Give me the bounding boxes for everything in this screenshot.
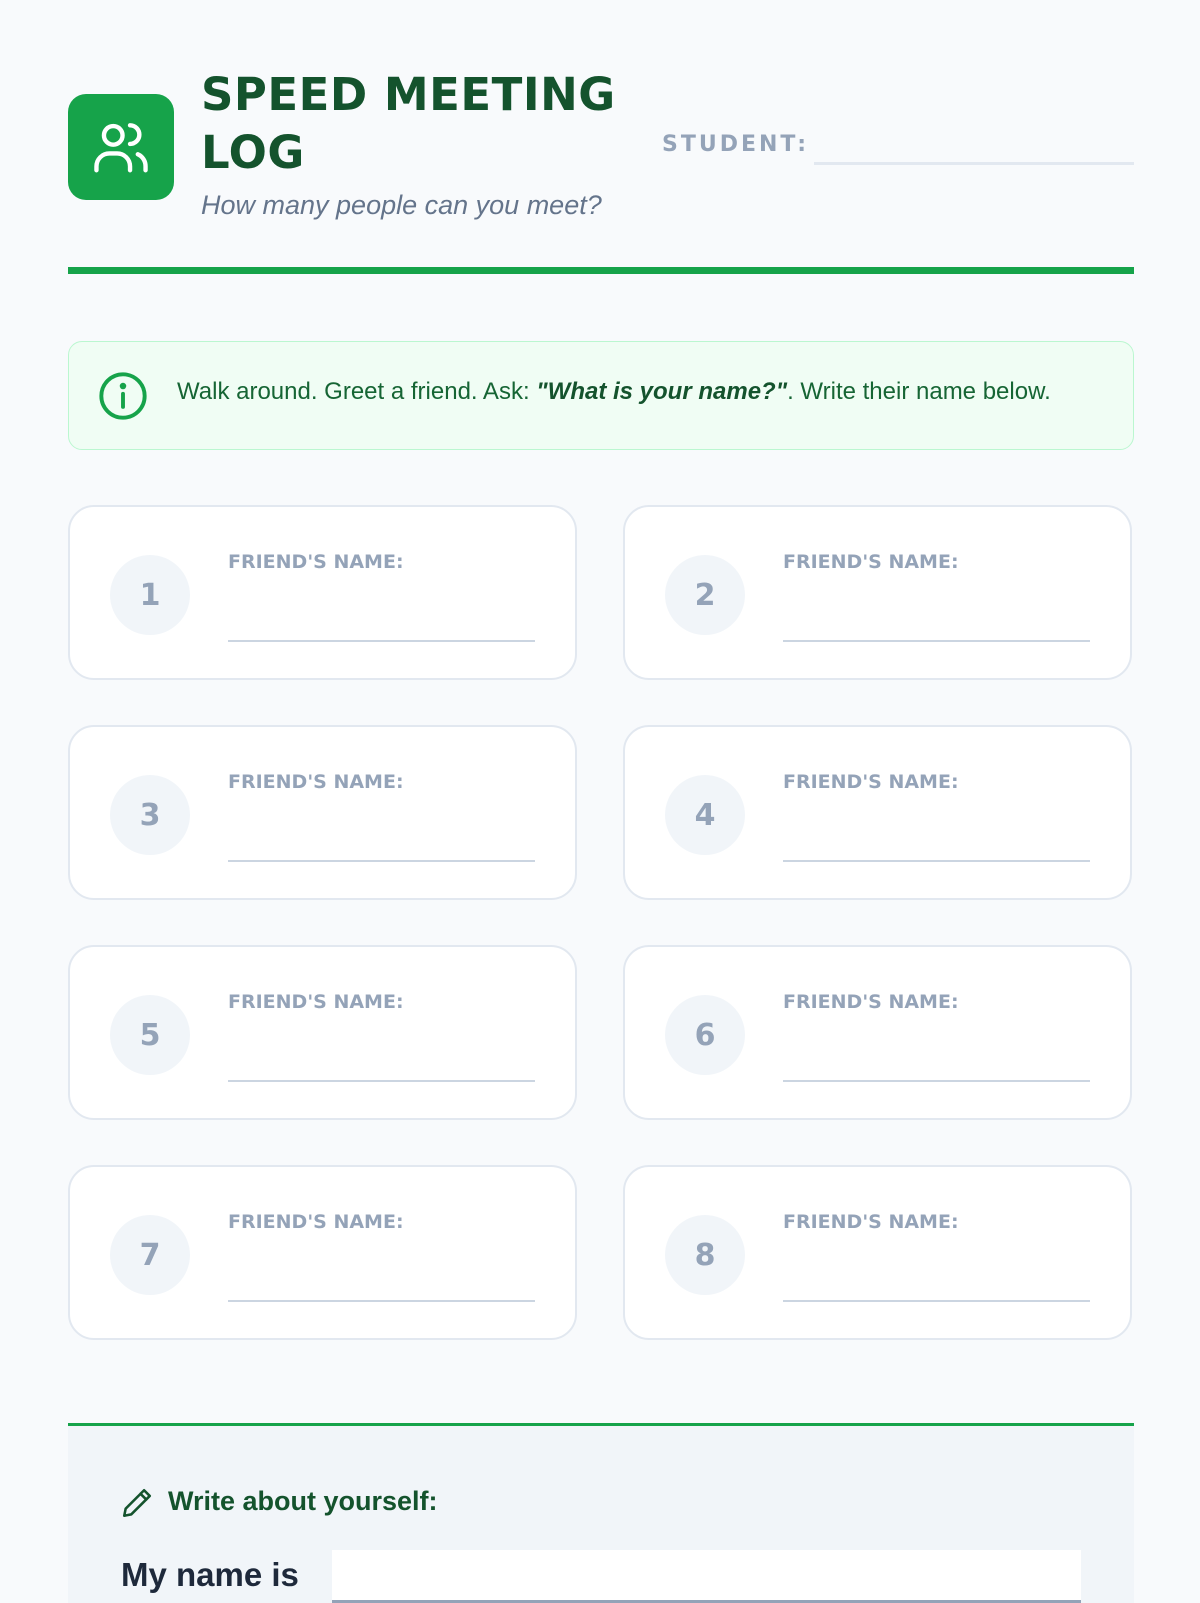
worksheet-page — [68, 0, 1134, 1600]
friend-name-field[interactable] — [228, 860, 535, 862]
card-label: FRIEND'S NAME: — [228, 771, 404, 793]
friend-name-field[interactable] — [228, 1300, 535, 1302]
friend-card — [623, 945, 1132, 1120]
friend-card — [623, 725, 1132, 900]
card-number: 2 — [665, 555, 745, 635]
friend-card — [623, 1165, 1132, 1340]
friend-card — [68, 1165, 577, 1340]
student-label: STUDENT: — [662, 132, 810, 157]
header — [68, 0, 1134, 276]
about-heading: Write about yourself: — [168, 1486, 438, 1516]
card-number: 8 — [665, 1215, 745, 1295]
card-label: FRIEND'S NAME: — [228, 991, 404, 1013]
about-yourself-section — [68, 1423, 1134, 1603]
card-number: 5 — [110, 995, 190, 1075]
pencil-icon — [120, 1486, 154, 1520]
friend-name-field[interactable] — [783, 860, 1090, 862]
card-number: 3 — [110, 775, 190, 855]
student-name-field[interactable] — [814, 162, 1134, 165]
friend-card — [68, 505, 577, 680]
friend-name-field[interactable] — [228, 1080, 535, 1082]
friend-card — [68, 725, 577, 900]
my-name-label: My name is — [121, 1556, 299, 1593]
card-number: 7 — [110, 1215, 190, 1295]
instructions-question: "What is your name?" — [536, 378, 788, 405]
my-name-field[interactable] — [332, 1550, 1081, 1603]
page-subtitle: How many people can you meet? — [201, 190, 602, 220]
card-label: FRIEND'S NAME: — [783, 991, 959, 1013]
card-label: FRIEND'S NAME: — [783, 551, 959, 573]
card-number: 6 — [665, 995, 745, 1075]
info-icon — [97, 370, 149, 422]
friend-name-field[interactable] — [783, 1080, 1090, 1082]
friend-card — [623, 505, 1132, 680]
instructions-text — [177, 378, 1051, 406]
card-label: FRIEND'S NAME: — [228, 551, 404, 573]
instructions-lead: Walk around. Greet a friend. Ask: — [177, 378, 537, 405]
card-label: FRIEND'S NAME: — [783, 771, 959, 793]
header-divider — [68, 267, 1134, 274]
card-number: 1 — [110, 555, 190, 635]
instructions-tail: . Write their name below. — [787, 378, 1051, 405]
friend-name-field[interactable] — [783, 640, 1090, 642]
friend-card — [68, 945, 577, 1120]
friend-name-field[interactable] — [783, 1300, 1090, 1302]
card-label: FRIEND'S NAME: — [783, 1211, 959, 1233]
users-icon — [90, 116, 152, 178]
friend-name-field[interactable] — [228, 640, 535, 642]
card-label: FRIEND'S NAME: — [228, 1211, 404, 1233]
instructions-banner — [68, 341, 1134, 450]
page-title: SPEED MEETING LOG — [201, 68, 616, 179]
logo-badge — [68, 94, 174, 200]
card-number: 4 — [665, 775, 745, 855]
